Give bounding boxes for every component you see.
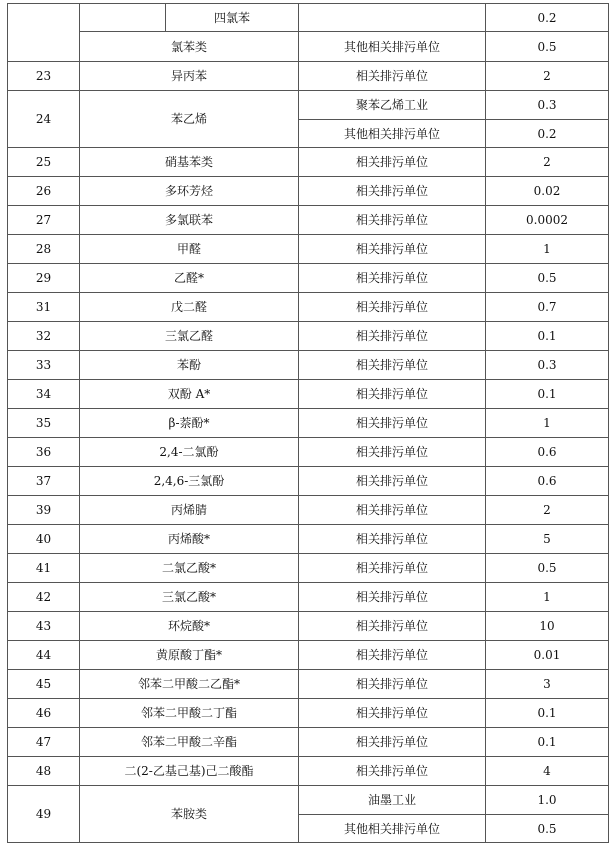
limit-value-cell: 0.5 (486, 264, 609, 293)
substance-name-cell: 邻苯二甲酸二辛酯 (80, 728, 299, 757)
substance-name-cell: 二氯乙酸* (80, 554, 299, 583)
row-number-cell: 27 (8, 206, 80, 235)
substance-name-cell: 2,4-二氯酚 (80, 438, 299, 467)
table-row (8, 409, 609, 438)
unit-cell: 聚苯乙烯工业 (299, 91, 486, 120)
row-number-cell: 37 (8, 467, 80, 496)
unit-cell: 相关排污单位 (299, 438, 486, 467)
unit-cell: 其他相关排污单位 (299, 32, 486, 62)
unit-cell: 相关排污单位 (299, 148, 486, 177)
row-number-cell: 26 (8, 177, 80, 206)
substance-name-cell: β-萘酚* (80, 409, 299, 438)
substance-name-cell: 环烷酸* (80, 612, 299, 641)
row-number-cell: 24 (8, 91, 80, 148)
limit-value-cell: 0.2 (486, 4, 609, 32)
substance-name-cell: 双酚 A* (80, 380, 299, 409)
table-row (8, 525, 609, 554)
limit-value-cell: 0.7 (486, 293, 609, 322)
row-number-cell: 47 (8, 728, 80, 757)
unit-cell: 相关排污单位 (299, 728, 486, 757)
limit-value-cell: 0.3 (486, 351, 609, 380)
row-number-cell: 45 (8, 670, 80, 699)
table-row (8, 467, 609, 496)
pollutant-limit-table (7, 3, 609, 843)
table-row (8, 91, 609, 120)
table-row (8, 583, 609, 612)
table-row (8, 322, 609, 351)
limit-value-cell: 2 (486, 62, 609, 91)
unit-cell: 相关排污单位 (299, 699, 486, 728)
unit-cell: 相关排污单位 (299, 380, 486, 409)
substance-name-cell: 多氯联苯 (80, 206, 299, 235)
limit-value-cell: 1 (486, 235, 609, 264)
limit-value-cell: 0.02 (486, 177, 609, 206)
substance-name-cell: 四氯苯 (166, 4, 299, 32)
table-row (8, 612, 609, 641)
substance-name-cell: 丙烯腈 (80, 496, 299, 525)
limit-value-cell: 0.3 (486, 91, 609, 120)
row-number-cell: 48 (8, 757, 80, 786)
table-row (8, 728, 609, 757)
table-row (8, 32, 609, 62)
unit-cell: 油墨工业 (299, 786, 486, 815)
substance-name-cell: 2,4,6-三氯酚 (80, 467, 299, 496)
unit-cell: 相关排污单位 (299, 293, 486, 322)
unit-cell: 相关排污单位 (299, 235, 486, 264)
row-number-cell: 28 (8, 235, 80, 264)
table-row (8, 62, 609, 91)
substance-name-cell: 邻苯二甲酸二乙酯* (80, 670, 299, 699)
row-number-cell: 23 (8, 62, 80, 91)
substance-name-cell: 硝基苯类 (80, 148, 299, 177)
unit-cell: 相关排污单位 (299, 612, 486, 641)
limit-value-cell: 1.0 (486, 786, 609, 815)
unit-cell: 相关排污单位 (299, 264, 486, 293)
substance-name-cell: 苯酚 (80, 351, 299, 380)
substance-name-cell: 邻苯二甲酸二丁酯 (80, 699, 299, 728)
unit-cell: 相关排污单位 (299, 62, 486, 91)
table-row (8, 496, 609, 525)
unit-cell: 相关排污单位 (299, 641, 486, 670)
row-number-cell: 33 (8, 351, 80, 380)
row-number-cell: 34 (8, 380, 80, 409)
unit-cell: 相关排污单位 (299, 351, 486, 380)
unit-cell: 相关排污单位 (299, 525, 486, 554)
unit-cell: 相关排污单位 (299, 554, 486, 583)
row-number-cell: 42 (8, 583, 80, 612)
table-row (8, 786, 609, 815)
table-row (8, 4, 609, 32)
table-row (8, 264, 609, 293)
limit-value-cell: 0.5 (486, 554, 609, 583)
substance-name-cell: 异丙苯 (80, 62, 299, 91)
table-row (8, 177, 609, 206)
unit-cell: 其他相关排污单位 (299, 120, 486, 148)
limit-value-cell: 0.1 (486, 728, 609, 757)
substance-name-cell: 乙醛* (80, 264, 299, 293)
row-number-cell: 31 (8, 293, 80, 322)
limit-value-cell: 0.2 (486, 120, 609, 148)
table-row (8, 641, 609, 670)
substance-name-cell: 二(2-乙基己基)己二酸酯 (80, 757, 299, 786)
row-number-cell: 32 (8, 322, 80, 351)
limit-value-cell: 1 (486, 409, 609, 438)
unit-cell (299, 4, 486, 32)
substance-name-cell: 苯乙烯 (80, 91, 299, 148)
table-row (8, 670, 609, 699)
row-number-cell: 41 (8, 554, 80, 583)
row-number-cell: 40 (8, 525, 80, 554)
unit-cell: 相关排污单位 (299, 322, 486, 351)
row-number-cell: 29 (8, 264, 80, 293)
limit-value-cell: 2 (486, 496, 609, 525)
substance-name-cell: 多环芳烃 (80, 177, 299, 206)
row-number-cell: 25 (8, 148, 80, 177)
row-number-cell: 49 (8, 786, 80, 843)
table-row (8, 206, 609, 235)
table-row (8, 757, 609, 786)
limit-value-cell: 0.1 (486, 699, 609, 728)
substance-name-cell: 丙烯酸* (80, 525, 299, 554)
limit-value-cell: 10 (486, 612, 609, 641)
limit-value-cell: 0.6 (486, 438, 609, 467)
limit-value-cell: 0.0002 (486, 206, 609, 235)
limit-value-cell: 4 (486, 757, 609, 786)
substance-name-cell: 三氯乙醛 (80, 322, 299, 351)
table-row (8, 554, 609, 583)
limit-value-cell: 2 (486, 148, 609, 177)
substance-name-cell: 戊二醛 (80, 293, 299, 322)
table-row (8, 699, 609, 728)
unit-cell: 相关排污单位 (299, 177, 486, 206)
unit-cell: 相关排污单位 (299, 757, 486, 786)
substance-name-cell: 三氯乙酸* (80, 583, 299, 612)
unit-cell: 相关排污单位 (299, 206, 486, 235)
limit-value-cell: 0.01 (486, 641, 609, 670)
limit-value-cell: 5 (486, 525, 609, 554)
unit-cell: 相关排污单位 (299, 409, 486, 438)
row-number-cell: 39 (8, 496, 80, 525)
limit-value-cell: 0.5 (486, 32, 609, 62)
row-number-cell (8, 4, 80, 62)
limit-value-cell: 0.5 (486, 815, 609, 843)
unit-cell: 其他相关排污单位 (299, 815, 486, 843)
table-row (8, 235, 609, 264)
substance-name-cell: 氯苯类 (80, 32, 299, 62)
table-row (8, 148, 609, 177)
row-number-cell: 36 (8, 438, 80, 467)
substance-name-cell: 甲醛 (80, 235, 299, 264)
blank-cell (80, 4, 166, 32)
unit-cell: 相关排污单位 (299, 467, 486, 496)
limit-value-cell: 3 (486, 670, 609, 699)
limit-value-cell: 0.1 (486, 322, 609, 351)
table-row (8, 438, 609, 467)
table-row (8, 351, 609, 380)
table-row (8, 380, 609, 409)
limit-value-cell: 0.6 (486, 467, 609, 496)
unit-cell: 相关排污单位 (299, 670, 486, 699)
unit-cell: 相关排污单位 (299, 496, 486, 525)
row-number-cell: 43 (8, 612, 80, 641)
substance-name-cell: 苯胺类 (80, 786, 299, 843)
substance-name-cell: 黄原酸丁酯* (80, 641, 299, 670)
limit-value-cell: 0.1 (486, 380, 609, 409)
table-row (8, 293, 609, 322)
limit-value-cell: 1 (486, 583, 609, 612)
row-number-cell: 46 (8, 699, 80, 728)
unit-cell: 相关排污单位 (299, 583, 486, 612)
row-number-cell: 44 (8, 641, 80, 670)
row-number-cell: 35 (8, 409, 80, 438)
